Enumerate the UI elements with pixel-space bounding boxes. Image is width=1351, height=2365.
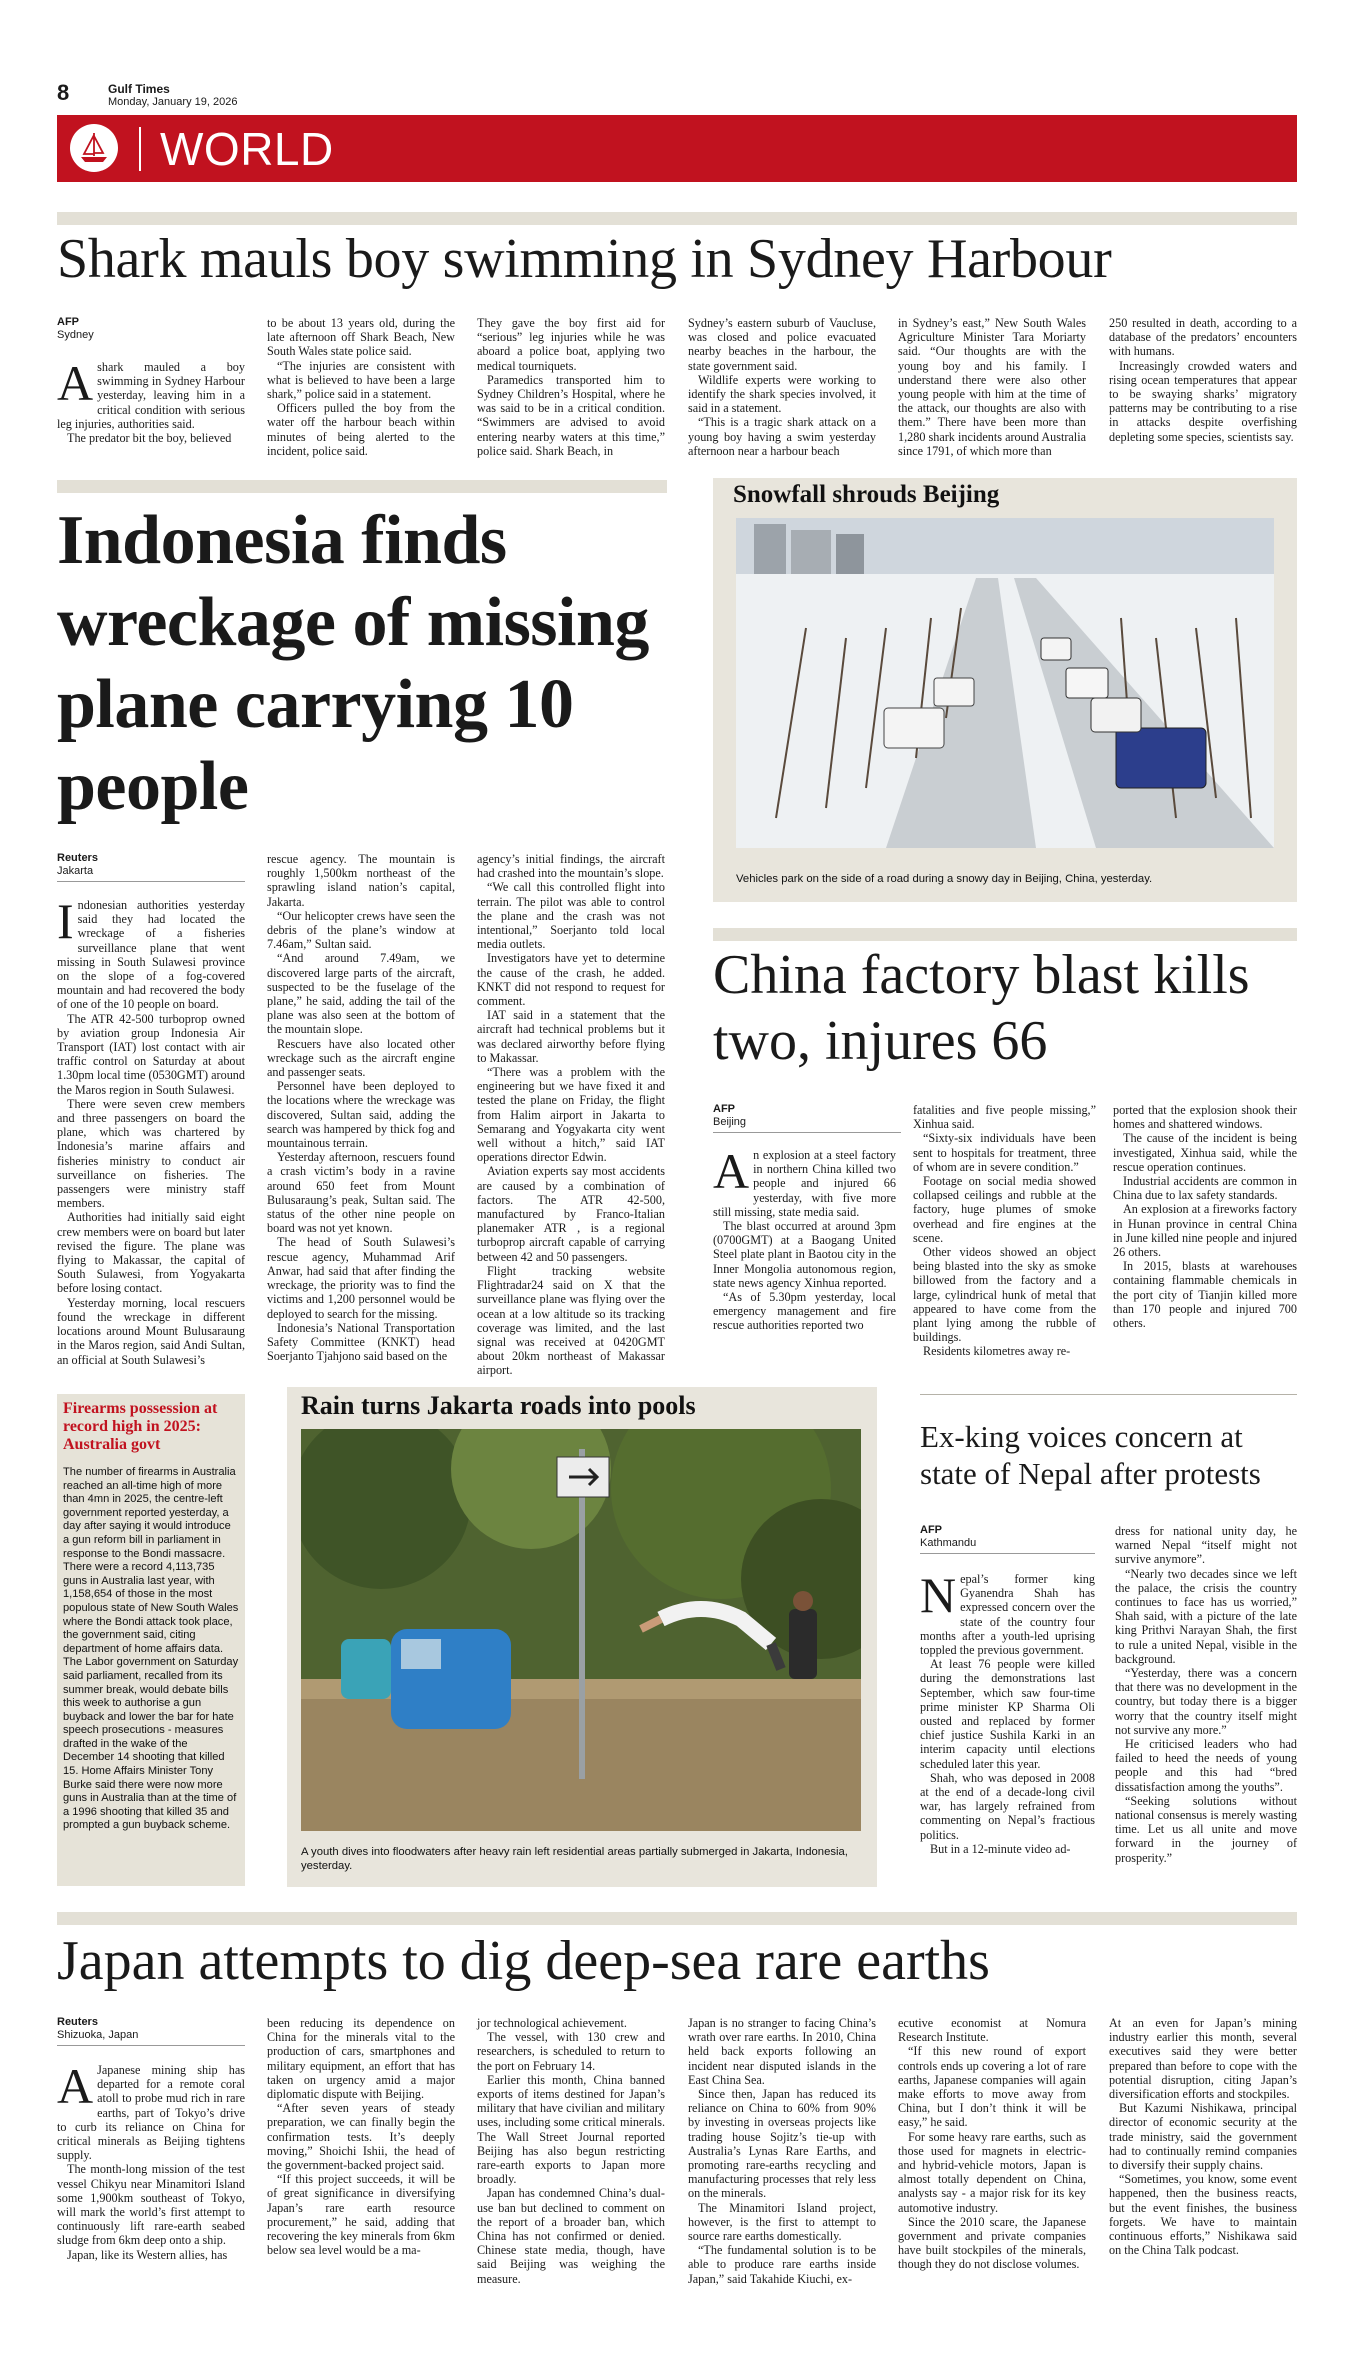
paragraph: Yesterday morning, local rescuers found the wreckage in different locations around Mount Bulusaraung in the Maros region, said Andi Sultan, an official at South Sulawesi’s bbox=[57, 1295, 245, 1367]
paragraph: “Our helicopter crews have seen the debris of the plane’s window at 7.46am,” Sultan said. bbox=[267, 908, 455, 952]
paragraph: to be about 13 years old, during the late afternoon off Shark Beach, New South Wales state police said. bbox=[267, 316, 455, 359]
shark-col-2 bbox=[267, 316, 455, 458]
flood-photo bbox=[301, 1429, 861, 1831]
japan-col-6 bbox=[1109, 2016, 1297, 2257]
brief-body: The number of firearms in Australia reached an all-time high of more than 4mn in 2025, the centre-left government reported yesterday, a day after saying it would introduce a gun reform bill in parliament in response to the Bondi massacre. There were a record 4,113,735 guns in Australia last year, with 1,158,654 of those in the most populous state of New South Wales where the Bondi attack took place, the government said, citing department of home affairs data. The Labor government on Saturday said parliament, recalled from its summer break, would debate bills this week to authorise a gun buyback and lower the bar for hate speech prosecutions - measures drafted in the wake of the December 14 shooting that killed 15. Home Affairs Minister Tony Burke said there were now more guns in Australia than at the time of a 1996 shooting that killed 35 and prompted a gun buyback scheme. bbox=[63, 1466, 239, 1832]
brief-headline: Firearms possession at record high in 2025: Australia govt bbox=[63, 1400, 218, 1453]
paragraph: ecutive economist at Nomura Research Institute. bbox=[898, 2016, 1086, 2045]
paragraph: epal’s former king Gyanendra Shah has expressed concern over the state of the country four months after a youth-led uprising toppled the previous government. bbox=[920, 1572, 1095, 1658]
snow-road-photo bbox=[736, 518, 1274, 848]
paragraph: Officers pulled the boy from the water off the harbour beach within minutes of being alerted to the incident, police said. bbox=[267, 401, 455, 458]
paragraph: Industrial accidents are common in China due to lax safety standards. bbox=[1113, 1174, 1297, 1203]
headline-japan: Japan attempts to dig deep-sea rare earths bbox=[57, 1930, 990, 1992]
headline-indonesia: Indonesia finds wreckage of missing plane carrying 10 people bbox=[57, 502, 649, 825]
dropcap: A bbox=[57, 355, 94, 411]
paragraph: Residents kilometres away re- bbox=[923, 1344, 1071, 1359]
paragraph: n explosion at a steel factory in northern China killed two people and injured 66 yesterday, with five more still missing, state media said. bbox=[713, 1148, 896, 1219]
paragraph: “We call this controlled flight into terrain. The pilot was able to control the plane and the crash was not intentional,” Soerjanto told local media outlets. bbox=[477, 880, 665, 952]
paragraph: Footage on social media showed collapsed ceilings and rubble at the factory, huge plumes of smoke overhead and fire engines at the scene. bbox=[913, 1174, 1096, 1245]
paragraph: The vessel, with 130 crew and researchers, is scheduled to return to the port on February 14. bbox=[477, 2030, 665, 2073]
paragraph: They gave the boy first aid for “serious” leg injuries while he was aboard a police boat, applying two medical tourniquets. bbox=[477, 316, 665, 373]
photo-title: Snowfall shrouds Beijing bbox=[733, 481, 1000, 508]
paragraph: Aviation experts say most accidents are caused by a combination of factors. The ATR 42-500, manufactured by Franco-Italian planemaker ATR , is a regional turboprop aircraft capable of carrying between 42 and 50 passengers. bbox=[477, 1164, 665, 1264]
paragraph: dress for national unity day, he warned Nepal “itself might not survive anymore”. bbox=[1115, 1524, 1297, 1567]
paragraph: 250 resulted in death, according to a database of the predators’ encounters with humans. bbox=[1109, 316, 1297, 359]
paragraph: “Yesterday, there was a concern that there was no development in the country, but today there is a bigger worry that the country itself might not survive any more.” bbox=[1115, 1666, 1297, 1737]
paragraph: “Nearly two decades since we left the palace, the crisis the country continues to face has us worried,” Shah said, with a picture of the late king Prithvi Narayan Shah, the first to rule a united Nepal, visible in the background. bbox=[1115, 1566, 1297, 1666]
paragraph: Since the 2010 scare, the Japanese government and private companies have built stockpiles of the minerals, though they do not disclose volumes. bbox=[898, 2214, 1086, 2272]
paragraph: fatalities and five people missing,” Xinhua said. bbox=[913, 1103, 1096, 1132]
paragraph: IAT said in a statement that the aircraft had technical problems but it was declared airworthy before flying to Makassar. bbox=[477, 1008, 665, 1065]
paragraph: Japanese mining ship has departed for a remote coral atoll to probe mud rich in rare earths, part of Tokyo’s drive to curb its reliance on China for critical minerals as Beijing tightens supply. bbox=[57, 2063, 245, 2163]
byline-place: Kathmandu bbox=[920, 1537, 1095, 1554]
headline-china: China factory blast kills two, injures 66 bbox=[713, 944, 1250, 1072]
paragraph: But in a 12-minute video ad- bbox=[930, 1841, 1071, 1856]
paper-name: Gulf Times bbox=[108, 82, 170, 96]
shark-col-3 bbox=[477, 316, 665, 458]
paragraph: Other videos showed an object being blasted into the sky as smoke billowed from the factory and a large, cylindrical hunk of metal that appeared to have come from the plant lying among the rubble of buildings. bbox=[913, 1245, 1096, 1345]
shark-col-1 bbox=[57, 355, 245, 446]
paragraph: Japan is no stranger to facing China’s wrath over rare earths. In 2010, China held back exports following an incident near disputed islands in the East China Sea. bbox=[688, 2016, 876, 2087]
firearms-box bbox=[57, 1394, 245, 1886]
dhow-boat-icon bbox=[70, 124, 118, 172]
paragraph: At an even for Japan’s mining industry earlier this month, several executives said they were better prepared than before to cope with the potential disruption, citing Japan’s diversification efforts and stockpiles. bbox=[1109, 2016, 1297, 2102]
byline-indonesia bbox=[57, 852, 245, 892]
nepal-col-1 bbox=[920, 1567, 1095, 1856]
paragraph: An explosion at a fireworks factory in Hunan province in central China in June killed nine people and injured 26 others. bbox=[1113, 1202, 1297, 1260]
photo-box-beijing bbox=[713, 478, 1297, 902]
japan-col-4 bbox=[688, 2016, 876, 2286]
paragraph: “Sometimes, you know, some event happened, then the business reacts, but the event finishes, the business forgets. We have to maintain continuous efforts,” Nishikawa said on the China Talk podcast. bbox=[1109, 2172, 1297, 2258]
dropcap: I bbox=[57, 893, 74, 949]
paragraph: Japan has condemned China’s dual-use ban but declined to comment on the report of a broader ban, which China has not confirmed or denied. Chinese state media, though, have said Beijing was weighing the measure. bbox=[477, 2186, 665, 2286]
paragraph: shark mauled a boy swimming in Sydney Harbour yesterday, leaving him in a critical condition with serious leg injuries, authorities said. bbox=[57, 360, 245, 431]
paragraph: “If this new round of export controls ends up covering a lot of rare earths, Japanese companies will again make efforts to move away from China, but I don’t think it will be easy,” he said. bbox=[898, 2044, 1086, 2130]
byline-agency: AFP bbox=[57, 316, 79, 328]
shark-col-5 bbox=[898, 316, 1086, 458]
paragraph: “Sixty-six individuals have been sent to hospitals for treatment, three of whom are in severe condition.” bbox=[913, 1131, 1096, 1174]
byline-agency: AFP bbox=[920, 1524, 942, 1536]
japan-col-3 bbox=[477, 2016, 665, 2286]
paragraph: Paramedics transported him to Sydney Children’s Hospital, where he was said to be in a critical condition. “Swimmers are advised to avoid entering nearby waters at this time,” police said. Shark Beach, in bbox=[477, 372, 665, 458]
section-rule bbox=[57, 1912, 1297, 1925]
section-rule bbox=[713, 928, 1297, 941]
indonesia-col-1 bbox=[57, 893, 245, 1367]
photo-caption: A youth dives into floodwaters after heavy rain left residential areas partially submerged in Jakarta, Indonesia, yesterday. bbox=[301, 1846, 848, 1872]
shark-col-6 bbox=[1109, 316, 1297, 444]
china-col-1 bbox=[713, 1143, 896, 1333]
paragraph: There were seven crew members and three passengers on board the plane, which was chartered by Indonesia’s marine affairs and fisheries ministry to conduct air surveillance on fisheries. The passengers were ministry staff members. bbox=[57, 1096, 245, 1211]
byline-agency: AFP bbox=[713, 1103, 735, 1115]
photo-caption: Vehicles park on the side of a road during a snowy day in Beijing, China, yesterday. bbox=[736, 873, 1153, 885]
paragraph: “The fundamental solution is to be able to produce rare earths inside Japan,” said Takahide Kiuchi, ex- bbox=[688, 2243, 876, 2286]
flood-image bbox=[301, 1429, 861, 1831]
paragraph: Indonesia’s National Transportation Safety Committee (KNKT) head Soerjanto Tjahjono said based on the bbox=[267, 1320, 455, 1364]
byline-agency: Reuters bbox=[57, 852, 98, 864]
paragraph: ported that the explosion shook their homes and shattered windows. bbox=[1113, 1103, 1297, 1132]
byline-place: Beijing bbox=[713, 1116, 901, 1133]
paragraph: The ATR 42-500 turboprop owned by aviation group Indonesia Air Transport (IAT) lost contact with air traffic control on Saturday at about 1.30pm local time (0530GMT) around the Maros region in South Sulawesi. bbox=[57, 1011, 245, 1097]
section-rule bbox=[920, 1394, 1297, 1395]
japan-col-5 bbox=[898, 2016, 1086, 2272]
section-title: WORLD bbox=[160, 123, 334, 175]
paragraph: rescue agency. The mountain is roughly 1,500km northeast of the sprawling island nation’s capital, Jakarta. bbox=[267, 852, 455, 909]
paragraph: “After seven years of steady preparation, we can finally begin the confirmation tests. It’s deeply moving,” Shoichi Ishii, the head of the government-backed project said. bbox=[267, 2101, 455, 2173]
section-rule bbox=[57, 480, 667, 493]
issue-date: Monday, January 19, 2026 bbox=[108, 96, 238, 108]
paragraph: “Seeking solutions without national consensus is merely wasting time. Let us all unite and move forward in the journey of prosperity.” bbox=[1115, 1793, 1297, 1865]
paragraph: Rescuers have also located other wreckage such as the aircraft engine and passenger seats. bbox=[267, 1036, 455, 1080]
dropcap: A bbox=[713, 1143, 750, 1199]
paragraph: The cause of the incident is being investigated, Xinhua said, while the rescue operation continues. bbox=[1113, 1131, 1297, 1174]
shark-col-4 bbox=[688, 316, 876, 458]
japan-col-2 bbox=[267, 2016, 455, 2257]
indonesia-col-2 bbox=[267, 852, 455, 1363]
paragraph: been reducing its dependence on China for the minerals vital to the production of cars, smartphones and military equipment, an effort that has taken on urgency amid a major diplomatic dispute with Beijing. bbox=[267, 2016, 455, 2102]
paragraph: The predator bit the boy, believed bbox=[67, 431, 232, 446]
photo-title: Rain turns Jakarta roads into pools bbox=[301, 1391, 696, 1420]
section-divider bbox=[139, 127, 141, 171]
section-logo bbox=[70, 124, 118, 172]
headline-shark: Shark mauls boy swimming in Sydney Harbour bbox=[57, 228, 1112, 290]
photo-box-jakarta bbox=[287, 1387, 877, 1887]
paragraph: For some heavy rare earths, such as those used for magnets in electric- and hybrid-vehicle motors, Japan is almost totally dependent on China, analysts say - a major risk for its key automotive industry. bbox=[898, 2129, 1086, 2215]
paragraph: Since then, Japan has reduced its reliance on China to 60% from 90% by investing in overseas projects like trading house Sojitz’s tie-up with Australia’s Lynas Rare Earths, and promoting rare-earths recycling and manufacturing processes that rely less on the minerals. bbox=[688, 2087, 876, 2201]
paragraph: Increasingly crowded waters and rising ocean temperatures that appear to be swaying sharks’ migratory patterns may be contributing to a rise in attacks despite overfishing depleting some species, scientists say. bbox=[1109, 358, 1297, 444]
byline-place: Sydney bbox=[57, 329, 94, 341]
paragraph: Investigators have yet to determine the cause of the crash, he added. KNKT did not respond to request for comment. bbox=[477, 951, 665, 1009]
paragraph: Shah, who was deposed in 2008 at the end of a decade-long civil war, has largely refrained from commenting on Nepal’s fractious politics. bbox=[920, 1770, 1095, 1842]
paragraph: “There was a problem with the engineering but we have fixed it and tested the plane on Friday, the flight from Halim airport in Jakarta to Semarang and Yogyakarta city went well without a hitch,” said IAT operations director Edwin. bbox=[477, 1065, 665, 1165]
section-banner bbox=[57, 115, 1297, 182]
paragraph: The blast occurred at around 3pm (0700GMT) at a Baogang United Steel plate plant in Baotou city in the Inner Mongolia autonomous region, state news agency Xinhua reported. bbox=[713, 1219, 896, 1290]
paragraph: “The injuries are consistent with what is believed to have been a large shark,” police said in a statement. bbox=[267, 358, 455, 402]
paragraph: In 2015, blasts at warehouses containing flammable chemicals in the port city of Tianjin killed more than 170 people and injured 700 others. bbox=[1113, 1259, 1297, 1331]
paragraph: The Minamitori Island project, however, is the first to attempt to source rare earths domestically. bbox=[688, 2200, 876, 2244]
paragraph: “This is a tragic shark attack on a young boy having a swim yesterday afternoon near a harbour beach bbox=[688, 415, 876, 458]
byline-place: Shizuoka, Japan bbox=[57, 2029, 245, 2046]
byline-japan bbox=[57, 2016, 245, 2056]
paragraph: At least 76 people were killed during the demonstrations last September, which saw four-time prime minister KP Sharma Oli ousted and replaced by former chief justice Sushila Karki in an interim capacity until elections scheduled later this year. bbox=[920, 1657, 1095, 1771]
paragraph: Flight tracking website Flightradar24 said on X that the surveillance plane was flying over the ocean at a low altitude so its tracking coverage was limited, and the last signal was received at 0420GMT about 20km northeast of Makassar airport. bbox=[477, 1263, 665, 1378]
paragraph: Wildlife experts were working to identify the shark species involved, it said in a statement. bbox=[688, 372, 876, 416]
paragraph: ndonesian authorities yesterday said they had located the wreckage of a fisheries surveillance plane that went missing in South Sulawesi province on the slope of a fog-covered mountain and had recovered the body of one of the 10 people on board. bbox=[57, 898, 245, 1012]
indonesia-col-3 bbox=[477, 852, 665, 1378]
nepal-col-2 bbox=[1115, 1524, 1297, 1865]
paragraph: Earlier this month, China banned exports of items destined for Japan’s military that have civilian and military uses, including some critical minerals. The Wall Street Journal reported Beijing has also begun restricting rare-earth exports to Japan more broadly. bbox=[477, 2072, 665, 2187]
paragraph: agency’s initial findings, the aircraft had crashed into the mountain’s slope. bbox=[477, 852, 665, 881]
headline-nepal: Ex-king voices concern at state of Nepal after protests bbox=[920, 1419, 1261, 1491]
snow-road-image bbox=[736, 518, 1274, 848]
paragraph: “If this project succeeds, it will be of great significance in diversifying Japan’s rare earth resource procurement,” he said, adding that recovering the key minerals from 6km below sea level would be a ma- bbox=[267, 2172, 455, 2258]
paragraph: Yesterday afternoon, rescuers found a crash victim’s body in a ravine around 650 feet from Mount Bulusaraung’s peak, Sultan said. The status of the other nine people on board was not yet known. bbox=[267, 1150, 455, 1236]
byline-nepal bbox=[920, 1524, 1095, 1564]
byline-china bbox=[713, 1103, 901, 1143]
paragraph: But Kazumi Nishikawa, principal director of economic security at the trade ministry, said the government had to continually remind companies to diversify their supply chains. bbox=[1109, 2101, 1297, 2173]
paragraph: The head of South Sulawesi’s rescue agency, Muhammad Arif Anwar, had said that after finding the wreckage, the priority was to find the victims and 1,200 personnel would be deployed to search for the missing. bbox=[267, 1235, 455, 1321]
byline-place: Jakarta bbox=[57, 865, 245, 882]
paragraph: The month-long mission of the test vessel Chikyu near Minamitori Island some 1,900km southeast of Tokyo, will mark the world’s first attempt to continuously lift rare-earth seabed sludge from 6km deep onto a ship. bbox=[57, 2162, 245, 2248]
byline-agency: Reuters bbox=[57, 2016, 98, 2028]
dropcap: N bbox=[920, 1567, 957, 1623]
paragraph: Authorities had initially said eight crew members were on board but later revised the figure. The plane was flying to Makassar, the capital of South Sulawesi, from Yogyakarta before losing contact. bbox=[57, 1210, 245, 1296]
section-rule bbox=[57, 212, 1297, 225]
china-col-3 bbox=[1113, 1103, 1297, 1330]
paragraph: Personnel have been deployed to the locations where the wreckage was discovered, Sultan said, adding the search was hampered by thick fog and mountainous terrain. bbox=[267, 1079, 455, 1151]
paragraph: Japan, like its Western allies, has bbox=[67, 2247, 228, 2262]
paragraph: Sydney’s eastern suburb of Vaucluse, was closed and police evacuated nearby beaches in the harbour, the state government said. bbox=[688, 316, 876, 373]
paragraph: “As of 5.30pm yesterday, local emergency management and fire rescue authorities reported two bbox=[713, 1290, 896, 1333]
japan-col-1 bbox=[57, 2058, 245, 2262]
dropcap: A bbox=[57, 2058, 94, 2114]
paragraph: jor technological achievement. bbox=[477, 2016, 627, 2030]
byline-shark bbox=[57, 316, 237, 355]
paragraph: He criticised leaders who had failed to heed the needs of young people and this had “bred dissatisfaction among the youths”. bbox=[1115, 1737, 1297, 1794]
paragraph: in Sydney’s east,” New South Wales Agriculture Minister Tara Moriarty said. “Our thoughts are with the young boy and his family. I understand there were also other young people with him at the time of the attack, our thoughts are also with them.” There have been more than 1,280 shark incidents around Australia since 1791, of which more than bbox=[898, 316, 1086, 458]
paragraph: “And around 7.49am, we discovered large parts of the aircraft, suspected to be the fuselage of the plane,” he said, adding the tail of the plane was also seen at the bottom of the mountain slope. bbox=[267, 951, 455, 1037]
page-number: 8 bbox=[57, 80, 70, 105]
china-col-2 bbox=[913, 1103, 1096, 1359]
